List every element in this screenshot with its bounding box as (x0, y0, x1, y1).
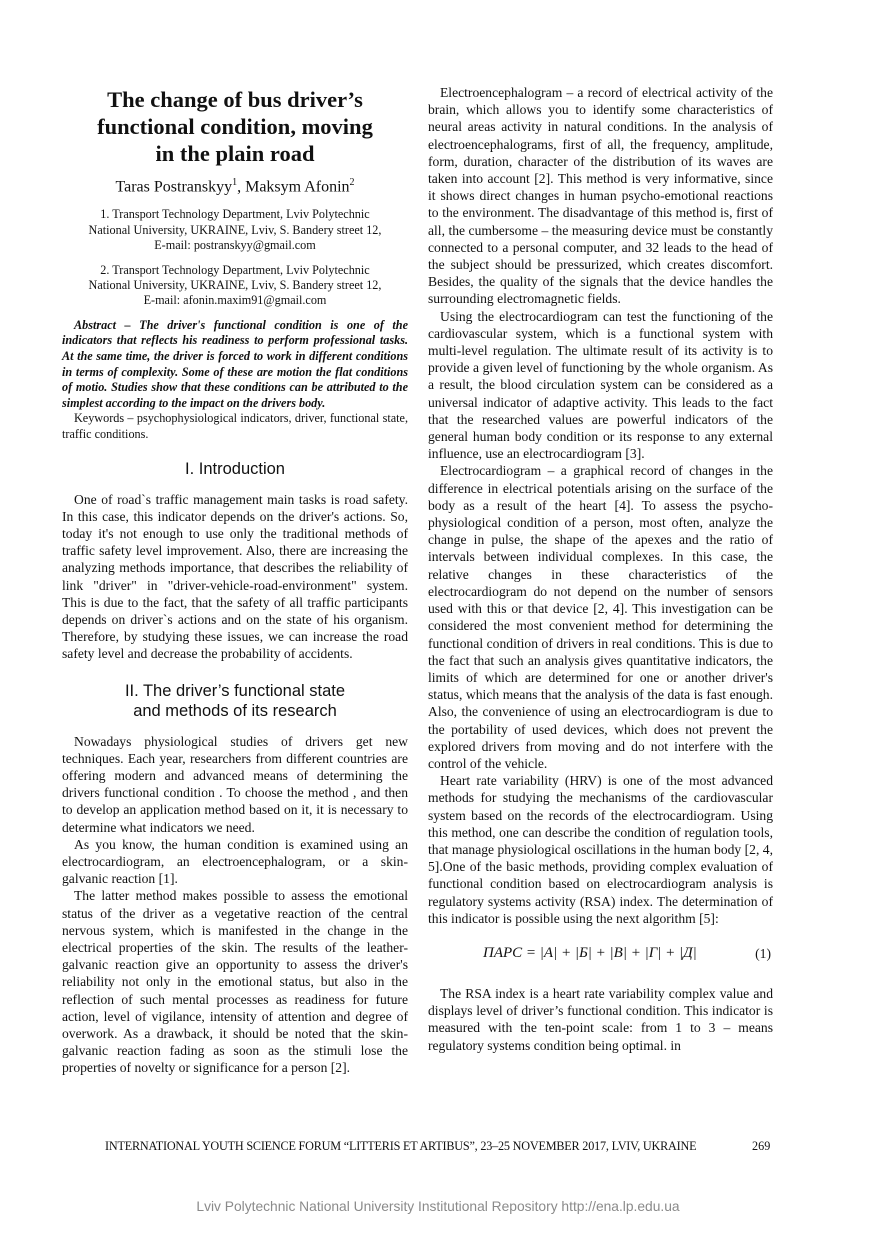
author-separator: , (237, 178, 246, 196)
section-heading-line: and methods of its research (133, 701, 337, 720)
section-heading-line: II. The driver’s functional state (124, 681, 346, 700)
section-heading: I. Introduction (185, 459, 285, 478)
title-line: The change of bus driver’s (107, 87, 363, 112)
author-name: Maksym Afonin (245, 178, 350, 196)
abstract: Abstract – The driver's functional condition is one of the indicators that reflects his readiness to perform professional tasks. At the same time, the driver is forced to work in different conditions in terms of complexity. Some of these are motion the flat conditions of motio. Studies show that these conditions can be attributed to the simplest according to the impact on the drivers body. (62, 317, 408, 410)
equation-formula: ПАРС = |А| + |Б| + |В| + |Г| + |Д| (483, 944, 697, 961)
left-column (62, 86, 408, 1077)
title-line: in the plain road (155, 141, 315, 166)
affiliation (62, 263, 408, 309)
right-column (428, 84, 773, 1054)
author-affil-mark: 1 (232, 177, 238, 188)
paragraph: Electrocardiogram – a graphical record of changes in the difference in electrical potentials arising on the surface of the body as a result of the heart [4]. To assess the psycho-physiological condition of a person, most often, analyze the change in pulse, the shape of the apexes and the ratio of intervals between individual complexes. In this case, the relative changes in these characteristics of the electrocardiogram do not depend on the number of sensors used with this or that device [2, 4]. This investigation can be considered the most convenient method for determining the functional condition of drivers in real conditions. This is due to the fact that such an analysis gives quantitative indicators, the limits of which are determined for one or another driver's status, which means that the analysis of the data is fast enough. Also, the convenience of using an electrocardiogram is due to the portability of used devices, which does not prevent the explored drivers from moving and do not interfere with the control of the vehicle. (428, 463, 773, 771)
paragraph: The latter method makes possible to assess the emotional status of the driver as a vegetative reaction of the central nervous system, which is manifested in the change in the electrical properties of the skin. The results of the leather-galvanic reaction give an opportunity to assess the driver's reliability not only in the emotional status, but also in the reflection of such mental processes as readiness for future action, level of vigilance, intensity of attention and degree of overwork. As a drawback, it should be noted that the skin-galvanic reaction fading as soon as the stimuli lose the properties of novelty or significance for a person [2]. (62, 888, 408, 1076)
paragraph: As you know, the human condition is examined using an electrocardiogram, an electroencephalogram, or a skin-galvanic reaction [1]. (62, 836, 408, 887)
equation-number: (1) (755, 945, 771, 961)
keywords: Keywords – psychophysiological indicators, driver, functional state, traffic conditions. (62, 411, 408, 441)
affiliation-line: National University, UKRAINE, Lviv, S. Bandery street 12, (88, 222, 382, 237)
author-name: Taras Postranskyy (115, 178, 233, 196)
author-affil-mark: 2 (349, 177, 355, 188)
affiliation-email: E-mail: afonin.maxim91@gmail.com (143, 293, 327, 308)
affiliation-line: 2. Transport Technology Department, Lviv Polytechnic (100, 262, 370, 277)
repository-watermark: Lviv Polytechnic National University Institutional Repository http://ena.lp.edu.ua (196, 1199, 680, 1214)
affiliation-line: 1. Transport Technology Department, Lviv Polytechnic (100, 207, 370, 222)
paragraph: Nowadays physiological studies of drivers get new techniques. Each year, researchers from different countries are offering modern and advanced means of determining the drivers functional condition . To choose the method , and then to develop an application method based on it, it is necessary to determine what indicators we need. (62, 733, 408, 835)
paragraph: The RSA index is a heart rate variability complex value and displays level of driver’s functional condition. This indicator is measured with the ten-point scale: from 1 to 3 – means regulatory systems condition being optimal. in (428, 985, 773, 1053)
affiliation-email: E-mail: postranskyy@gmail.com (154, 238, 316, 253)
affiliation-line: National University, UKRAINE, Lviv, S. Bandery street 12, (88, 277, 382, 292)
section-heading (62, 681, 408, 721)
paragraph: Using the electrocardiogram can test the functioning of the cardiovascular system, which is a functional system with multi-level regulation. The ultimate result of its activity is to provide a given level of functioning by the whole organism. As a result, the blood circulation system can be considered as a universal indicator of adaptive activity. This leads to the fact that the researched values are powerful indicators of the general human body condition or its response to any external influence, use an electrocardiogram [3]. (428, 308, 773, 462)
paragraph: One of road`s traffic management main tasks is road safety. In this case, this indicator depends on the driver's actions. So, today it's not enough to use only the traditional methods of traffic safety level improvement. Also, there are increasing the analyzing methods importance, that describes the reliability of link "driver" in "driver-vehicle-road-environment" system. This is due to the fact, that the safety of all traffic participants depends on driver`s actions and on the state of his organism. Therefore, by studying these issues, we can increase the road safety level and decrease the probability of accidents. (62, 491, 408, 662)
authors (62, 173, 408, 197)
footer-text: INTERNATIONAL YOUTH SCIENCE FORUM “LITTERIS ET ARTIBUS”, 23–25 NOVEMBER 2017, LVIV, UKRAINE (105, 1139, 697, 1153)
equation (428, 935, 773, 975)
paragraph: Heart rate variability (HRV) is one of the most advanced methods for studying the mechanisms of the cardiovascular system based on the records of the electrocardiogram. Using this method, one can describe the condition of regulation tools, that manage physiological oscillations in the human body [2, 4, 5].One of the basic methods, providing complex evaluation of functional condition based on electrocardiogram analysis is regulatory systems activity (RSA) index. The determination of this indicator is possible using the next algorithm [5]: (428, 773, 773, 926)
affiliation (62, 207, 408, 253)
title-line: functional condition, moving (97, 114, 373, 139)
paragraph: Electroencephalogram – a record of electrical activity of the brain, which allows you to identify some characteristics of neural areas activity in natural conditions. In the analysis of electroencephalograms, first of all, the frequency, amplitude, form, duration, character of the distribution of its waves are taken into account [2]. This method is very informative, since it shows direct changes in human psycho-emotional reactions to the environment. The disadvantage of this method is, first of all, the cumbersome – the measuring device must be constantly connected to a personal computer, and 32 leads to the head of the subject should be pressurized, which creates discomfort. Besides, the quality of the signals that the device handles the surrounding electromagnetic fields. (428, 85, 773, 307)
page-number: 269 (752, 1139, 771, 1153)
paper-title (62, 86, 408, 167)
